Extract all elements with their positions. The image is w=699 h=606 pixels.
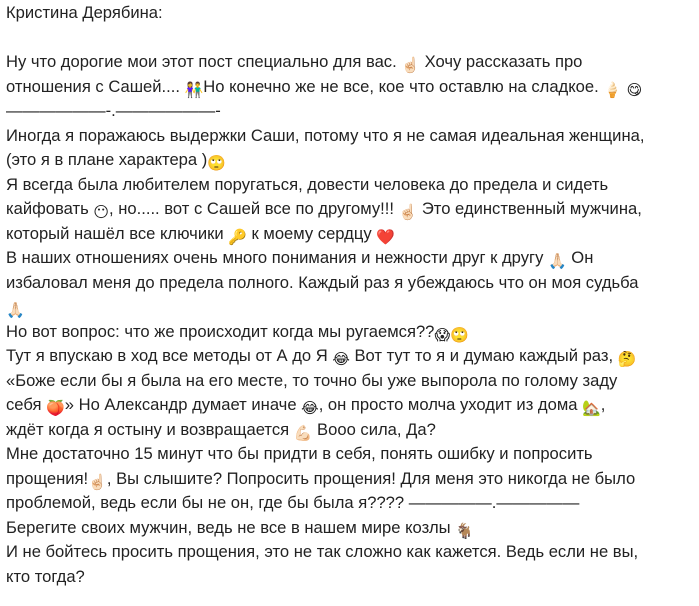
text-segment: Вот тут то я и думаю каждый раз, bbox=[349, 346, 618, 365]
emoji-icon: 🍦 bbox=[603, 80, 623, 99]
emoji-icon: 🙏🏻 bbox=[6, 301, 25, 319]
emoji-icon: 🙏🏻 bbox=[547, 252, 567, 270]
text-segment: Берегите своих мужчин, ведь не все в нашем мире козлы bbox=[6, 517, 456, 537]
post-line bbox=[6, 467, 695, 492]
post-author: Кристина Дерябина: bbox=[6, 3, 163, 22]
post-body bbox=[6, 50, 695, 589]
emoji-icon: 🙄 bbox=[207, 154, 226, 172]
text-segment: Я всегда была любителем поругаться, довести человека до предела и сидеть bbox=[6, 174, 609, 194]
text-segment: Вооо сила, Да? bbox=[312, 419, 436, 439]
text-segment: Это единственный мужчина, bbox=[417, 199, 642, 218]
text-segment: , Вы слышите? Попросить прощения! Для меня это никогда не было bbox=[106, 468, 636, 488]
text-segment: себя bbox=[6, 395, 47, 414]
post-line bbox=[6, 516, 695, 541]
text-segment: В наших отношениях очень много понимания и нежности друг к другу bbox=[6, 248, 548, 267]
post-line bbox=[6, 369, 695, 394]
text-segment: , он просто молча уходит из дома bbox=[318, 395, 583, 414]
text-segment: Ну что дорогие мои этот пост специально для вас. bbox=[6, 52, 402, 71]
emoji-icon: 😂 bbox=[332, 350, 350, 368]
post-line bbox=[6, 418, 695, 443]
text-segment: к моему сердцу bbox=[246, 223, 377, 243]
text-segment: кто тогда? bbox=[6, 566, 85, 586]
post-line bbox=[6, 295, 695, 320]
post-line bbox=[6, 442, 695, 467]
post-line bbox=[6, 124, 695, 149]
text-segment: ——————-.——————- bbox=[6, 101, 221, 120]
emoji-icon: 🤔 bbox=[617, 350, 637, 368]
emoji-icon: 😱 bbox=[434, 325, 451, 344]
emoji-icon: 🏡 bbox=[582, 399, 601, 417]
emoji-icon: ☝🏻 bbox=[401, 56, 421, 74]
text-segment: И не бойтесь просить прощения, это не так сложно как кажется. Ведь если не вы, bbox=[6, 542, 639, 561]
text-segment: кайфовать bbox=[6, 199, 94, 218]
text-segment: » Но Александр думает иначе bbox=[64, 395, 302, 414]
post-line bbox=[6, 148, 695, 173]
emoji-icon: 🐐 bbox=[455, 521, 474, 540]
text-segment: Но вот вопрос: что же происходит когда мы ругаемся?? bbox=[6, 321, 435, 341]
post-line bbox=[6, 344, 695, 369]
text-segment: ждёт когда я остыну и возвращается bbox=[6, 419, 294, 439]
post-line bbox=[6, 222, 695, 247]
post-line bbox=[6, 540, 695, 565]
text-segment: Иногда я поражаюсь выдержки Саши, потому что я не самая идеальная женщина, bbox=[6, 125, 645, 145]
blank-line bbox=[6, 26, 695, 51]
text-segment: прощения! bbox=[6, 468, 89, 488]
post-line bbox=[6, 197, 695, 222]
text-segment: Он bbox=[566, 248, 594, 267]
post-line bbox=[6, 320, 695, 345]
text-segment: (это я в плане характера ) bbox=[6, 150, 208, 169]
post-line bbox=[6, 75, 695, 100]
emoji-icon: 🍑 bbox=[46, 399, 65, 417]
post-line bbox=[6, 393, 695, 418]
text-segment: , bbox=[600, 395, 606, 414]
post-line bbox=[6, 271, 695, 296]
post-line bbox=[6, 173, 695, 198]
emoji-icon: ❤️ bbox=[376, 227, 395, 246]
emoji-icon: 🙄 bbox=[450, 325, 469, 344]
text-segment: проблемой, ведь если бы не он, где бы была я???? —————.————— bbox=[6, 493, 580, 512]
text-segment: , но..... вот с Сашей все по другому!!! bbox=[109, 199, 399, 218]
text-segment: который нашёл все ключики bbox=[6, 223, 229, 243]
post-line bbox=[6, 99, 695, 124]
text-segment: отношения с Сашей.... bbox=[6, 76, 185, 96]
text-segment: Тут я впускаю в ход все методы от А до Я bbox=[6, 346, 333, 365]
emoji-icon: 👫 bbox=[184, 80, 204, 99]
text-segment: Но конечно же не все, кое что оставлю на сладкое. bbox=[203, 76, 604, 96]
emoji-icon: ☝🏻 bbox=[398, 203, 418, 221]
emoji-icon: ☝🏻 bbox=[88, 472, 107, 491]
text-segment: Мне достаточно 15 минут что бы придти в себя, понять ошибку и попросить bbox=[6, 444, 593, 463]
text-segment: Хочу рассказать про bbox=[420, 52, 583, 71]
emoji-icon: 💪🏻 bbox=[293, 423, 313, 442]
text-segment: избаловал меня до предела полного. Каждый раз я убеждаюсь что он моя судьба bbox=[6, 272, 639, 292]
emoji-icon: 🔑 bbox=[228, 227, 247, 246]
text-segment: «Боже если бы я была на его месте, то точно бы уже выпорола по голому заду bbox=[6, 370, 618, 390]
emoji-icon: 😋 bbox=[626, 80, 643, 99]
post-line bbox=[6, 50, 695, 75]
post-line bbox=[6, 246, 695, 271]
emoji-icon: 😶 bbox=[93, 203, 109, 221]
post-line bbox=[6, 565, 695, 590]
emoji-icon: 😂 bbox=[301, 399, 319, 417]
post-line bbox=[6, 491, 695, 516]
